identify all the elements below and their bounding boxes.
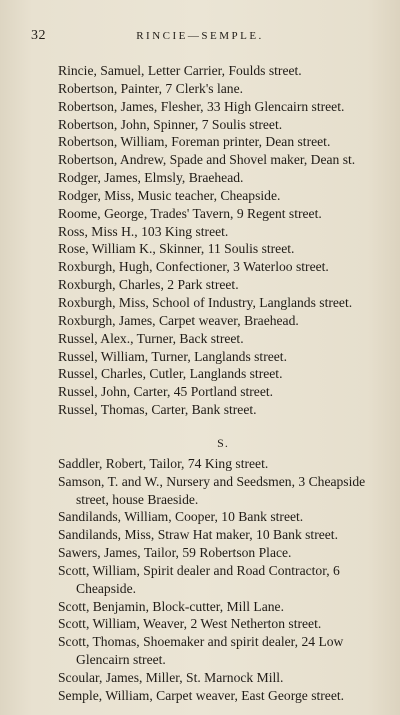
directory-entry: Robertson, Andrew, Spade and Shovel maker, Dean st. xyxy=(58,152,356,168)
directory-entry: Sawers, James, Tailor, 59 Robertson Place. xyxy=(58,545,292,561)
directory-entry: Saddler, Robert, Tailor, 74 King street. xyxy=(58,455,269,471)
directory-entry: Rodger, James, Elmsly, Braehead. xyxy=(58,170,244,186)
directory-entries xyxy=(58,62,388,705)
directory-entry: Roxburgh, Miss, School of Industry, Langlands street. xyxy=(58,294,353,310)
directory-entry: Sandilands, William, Cooper, 10 Bank street. xyxy=(58,509,304,525)
directory-entry: Semple, William, Carpet weaver, East George street. xyxy=(58,687,345,703)
directory-entry: Russel, Charles, Cutler, Langlands street. xyxy=(58,366,283,382)
directory-entry: Rodger, Miss, Music teacher, Cheapside. xyxy=(58,187,281,203)
directory-entry: Scott, William, Weaver, 2 West Netherton street. xyxy=(58,616,322,632)
directory-entry: Scott, William, Spirit dealer and Road Contractor, 6 Cheapside. xyxy=(58,562,340,596)
directory-entry: Russel, William, Turner, Langlands street. xyxy=(58,348,287,364)
running-head: RINCIE—SEMPLE. xyxy=(136,30,264,42)
directory-entry: Scoular, James, Miller, St. Marnock Mill. xyxy=(58,670,284,685)
directory-entry: Roxburgh, Hugh, Confectioner, 3 Waterloo street. xyxy=(58,259,329,275)
page-number: 32 xyxy=(31,28,46,43)
directory-entry: Ross, Miss H., 103 King street. xyxy=(58,223,229,239)
directory-entry: Russel, Alex., Turner, Back street. xyxy=(58,330,244,346)
directory-entry: Russel, Thomas, Carter, Bank street. xyxy=(58,402,257,418)
directory-entry: Russel, John, Carter, 45 Portland street. xyxy=(58,384,274,400)
directory-entry: Robertson, James, Flesher, 33 High Glencairn street. xyxy=(58,98,345,114)
directory-entry: Robertson, William, Foreman printer, Dean street. xyxy=(58,134,331,150)
directory-entry: Scott, Thomas, Shoemaker and spirit dealer, 24 Low Glencairn street. xyxy=(58,634,344,668)
directory-entry: Samson, T. and W., Nursery and Seedsmen, 3 Cheapside street, house Braeside. xyxy=(58,473,366,507)
directory-entry: Scott, Benjamin, Block-cutter, Mill Lane. xyxy=(58,598,284,614)
directory-entry: Roxburgh, Charles, 2 Park street. xyxy=(58,277,239,293)
directory-entry: Sandilands, Miss, Straw Hat maker, 10 Bank street. xyxy=(58,527,338,543)
directory-entry: Rincie, Samuel, Letter Carrier, Foulds street. xyxy=(58,63,302,78)
section-letter: S. xyxy=(217,435,229,450)
directory-entry: Roome, George, Trades' Tavern, 9 Regent street. xyxy=(58,205,322,221)
directory-entry: Robertson, Painter, 7 Clerk's lane. xyxy=(58,80,244,96)
directory-entry: Rose, William K., Skinner, 11 Soulis street. xyxy=(58,241,295,257)
directory-entry: Robertson, John, Spinner, 7 Soulis street. xyxy=(58,116,283,132)
directory-entry: Roxburgh, James, Carpet weaver, Braehead. xyxy=(58,312,299,328)
